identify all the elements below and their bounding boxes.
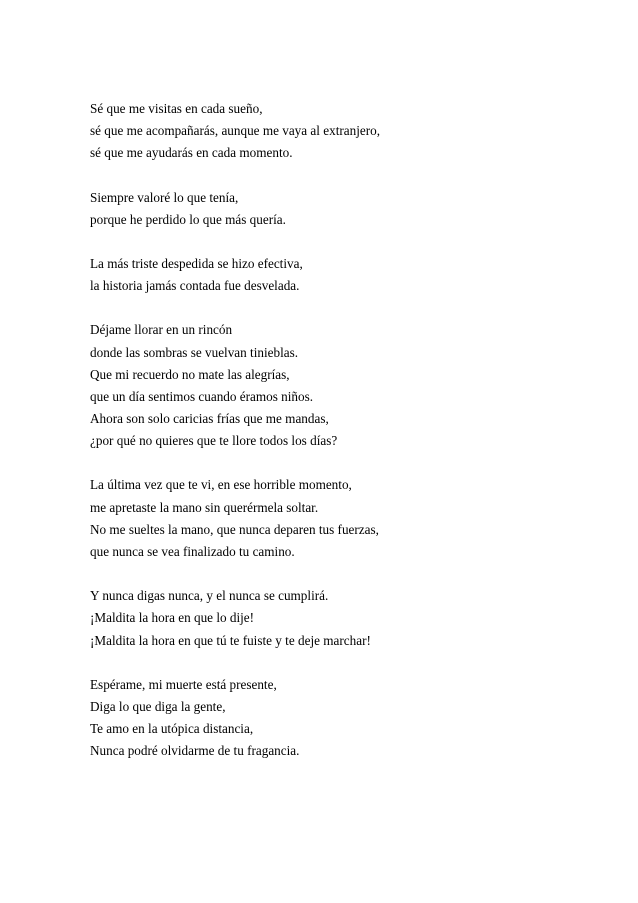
poem-line: donde las sombras se vuelvan tinieblas. [90,344,299,360]
stanza-3 [90,253,610,297]
poem-line: me apretaste la mano sin querérmela soltar. [90,499,319,515]
poem-line: Siempre valoré lo que tenía, [90,189,239,205]
poem-line: Sé que me visitas en cada sueño, [90,101,263,116]
stanza-6 [90,585,610,652]
poem-line: que un día sentimos cuando éramos niños. [90,388,314,404]
stanza-1 [90,98,610,165]
poem-line: ¡Maldita la hora en que lo dije! [90,610,255,626]
stanza-2 [90,187,610,231]
poem-body [90,98,610,785]
stanza-5 [90,474,610,563]
poem-line: Diga lo que diga la gente, [90,698,226,714]
stanza-4 [90,319,610,452]
poem-line: La más triste despedida se hizo efectiva, [90,255,303,271]
poem-line: Que mi recuerdo no mate las alegrías, [90,366,290,382]
poem-line: sé que me acompañarás, aunque me vaya al extranjero, [90,123,380,139]
poem-line: No me sueltes la mano, que nunca deparen tus fuerzas, [90,521,379,537]
poem-line: sé que me ayudarás en cada momento. [90,145,293,161]
poem-line: Y nunca digas nunca, y el nunca se cumplirá. [90,588,329,604]
poem-line: ¿por qué no quieres que te llore todos los días? [90,433,338,449]
poem-line: Nunca podré olvidarme de tu fragancia. [90,743,300,759]
poem-line: Ahora son solo caricias frías que me mandas, [90,411,329,427]
poem-line: porque he perdido lo que más quería. [90,211,286,227]
poem-line: Déjame llorar en un rincón [90,322,233,338]
poem-line: que nunca se vea finalizado tu camino. [90,544,295,559]
poem-line: Espérame, mi muerte está presente, [90,676,277,692]
poem-line: la historia jamás contada fue desvelada. [90,278,300,294]
poem-line: La última vez que te vi, en ese horrible momento, [90,477,352,493]
poem-line: ¡Maldita la hora en que tú te fuiste y te deje marchar! [90,632,371,648]
stanza-7 [90,674,610,763]
poem-line: Te amo en la utópica distancia, [90,721,254,737]
